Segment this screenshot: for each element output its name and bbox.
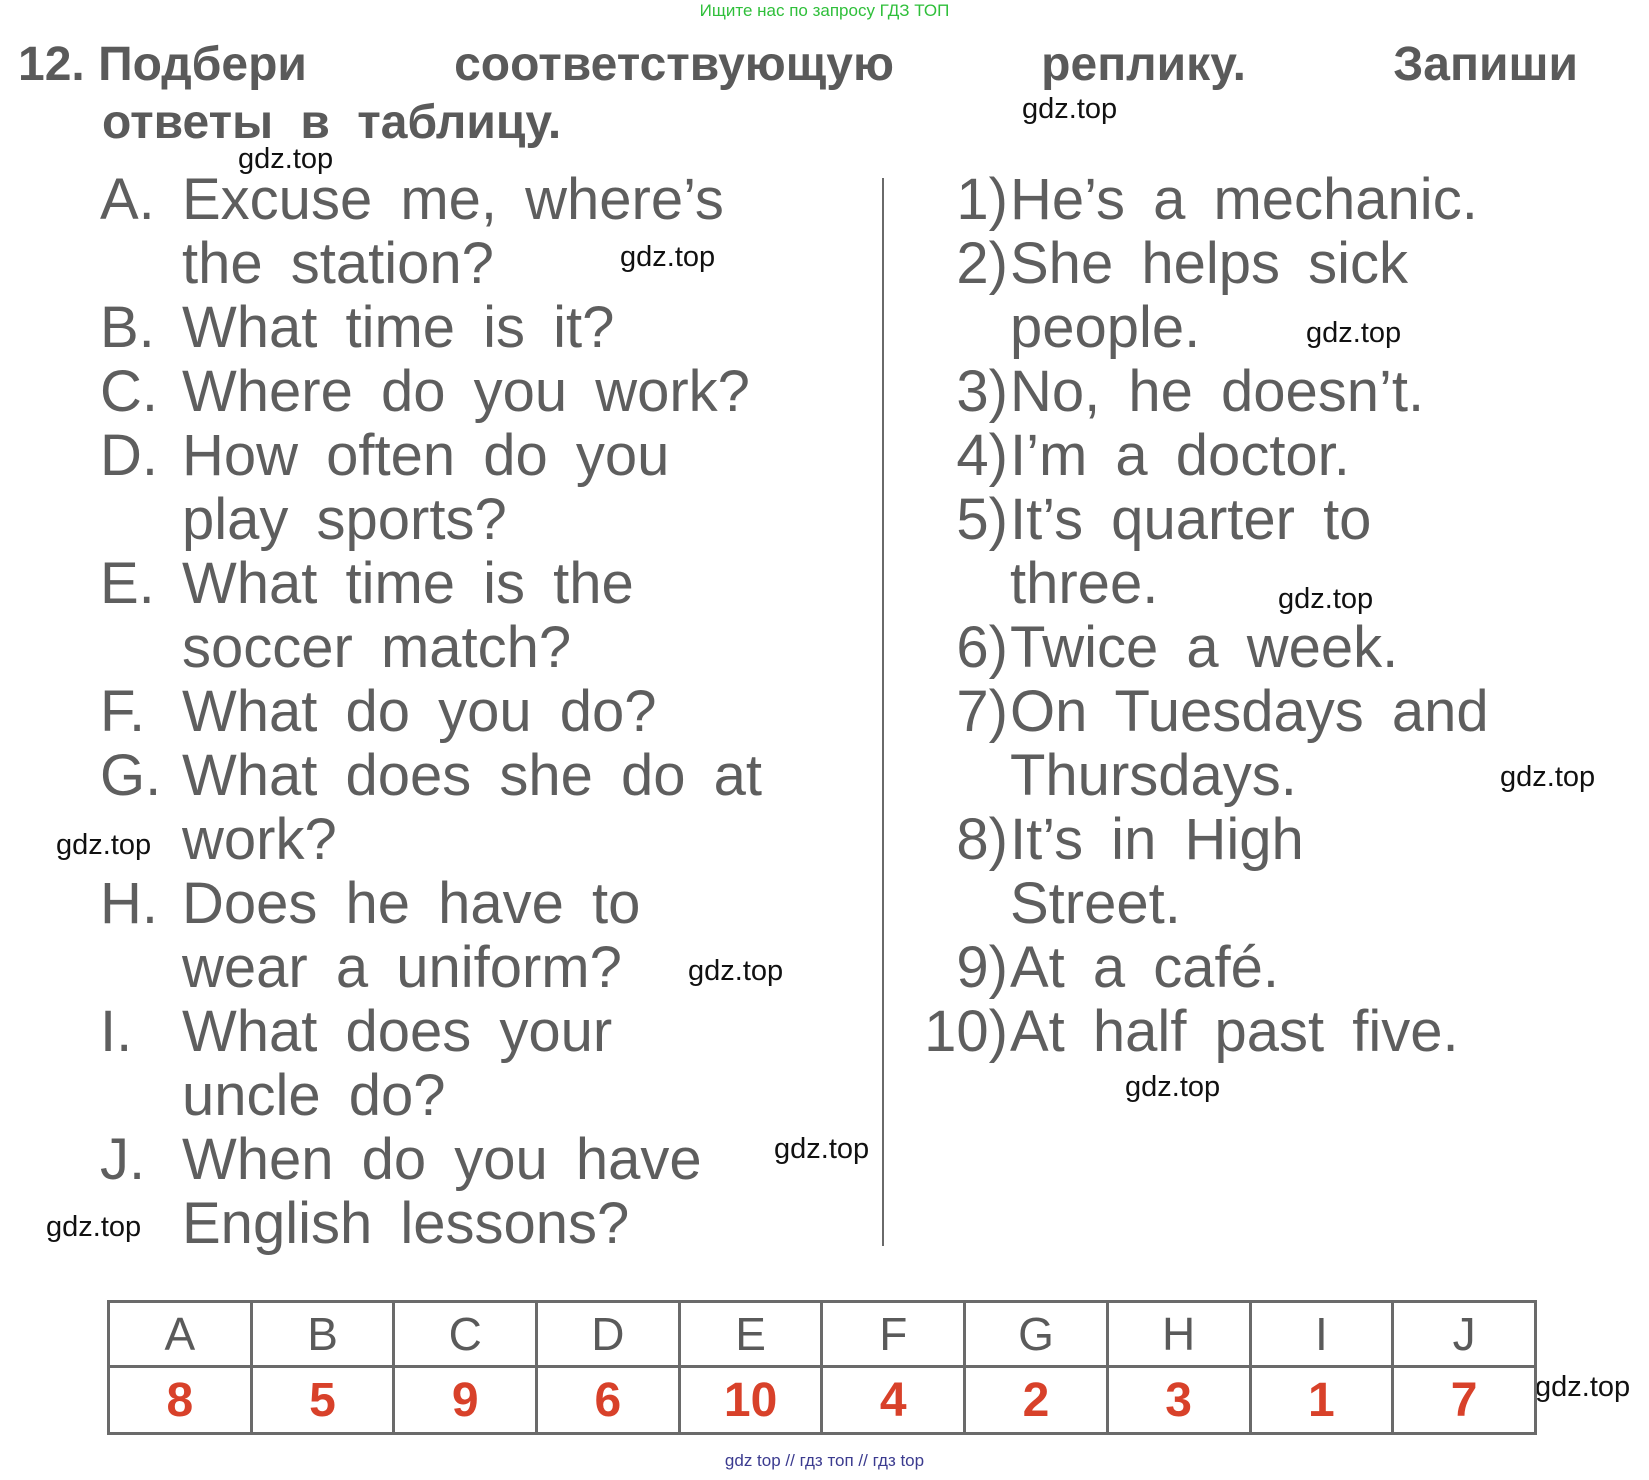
answer-cell: 2 — [965, 1367, 1108, 1434]
question-item — [100, 744, 870, 872]
footer-watermark: gdz top // гдз топ // гдз top — [724, 1451, 925, 1470]
task-number: 12. — [18, 38, 85, 91]
question-label: I. — [100, 999, 133, 1064]
answer-cell: 9 — [394, 1367, 537, 1434]
answer-line: On Tuesdays and — [1010, 679, 1489, 744]
watermark: gdz.top — [620, 241, 716, 273]
question-line: play sports? — [182, 487, 507, 552]
answer-line: He’s a mechanic. — [1010, 167, 1478, 232]
letter-cell: D — [537, 1302, 680, 1367]
question-label: D. — [100, 423, 158, 488]
question-label: G. — [100, 743, 162, 808]
answer-cell: 10 — [679, 1367, 822, 1434]
answer-table-letters-row — [109, 1302, 1536, 1367]
answer-line: At half past five. — [1010, 999, 1459, 1064]
answer-line: Thursdays. — [1010, 743, 1297, 808]
answer-item — [880, 232, 1610, 360]
answer-line: It’s in High — [1010, 807, 1304, 872]
answer-cell: 3 — [1107, 1367, 1250, 1434]
answer-label: 2) — [956, 231, 1008, 296]
watermark: gdz.top — [46, 1211, 142, 1243]
watermark: gdz.top — [1500, 761, 1596, 793]
answers-column — [880, 168, 1610, 1064]
letter-cell: F — [822, 1302, 965, 1367]
question-item — [100, 1000, 870, 1128]
task-word: реплику. — [1041, 38, 1247, 91]
letter-cell: H — [1107, 1302, 1250, 1367]
watermark: gdz.top — [1278, 583, 1374, 615]
answer-line: She helps sick — [1010, 231, 1408, 296]
question-item — [100, 168, 870, 296]
question-line: How often do you — [182, 423, 670, 488]
answer-label: 10) — [924, 999, 1008, 1064]
question-item — [100, 680, 870, 744]
question-item — [100, 296, 870, 360]
watermark: gdz.top — [1125, 1071, 1221, 1103]
question-line: soccer match? — [182, 615, 572, 680]
question-item — [100, 552, 870, 680]
answer-cell: 1 — [1250, 1367, 1393, 1434]
letter-cell: C — [394, 1302, 537, 1367]
question-label: A. — [100, 167, 155, 232]
answer-label: 3) — [956, 359, 1008, 424]
task-title-line2: ответы в таблицу. — [102, 96, 562, 149]
questions-column — [100, 168, 870, 1256]
answer-label: 4) — [956, 423, 1008, 488]
watermark: gdz.top — [1022, 93, 1118, 125]
answer-item — [880, 936, 1610, 1000]
answer-item — [880, 488, 1610, 616]
answer-item — [880, 616, 1610, 680]
task-title-line1 — [18, 36, 1578, 94]
answer-line: Street. — [1010, 871, 1181, 936]
watermark: gdz.top — [1306, 317, 1402, 349]
question-line: What time is it? — [182, 295, 615, 360]
question-label: H. — [100, 871, 158, 936]
letter-cell: A — [109, 1302, 252, 1367]
answer-label: 9) — [956, 935, 1008, 1000]
question-line: What does your — [182, 999, 613, 1064]
answer-line: No, he doesn’t. — [1010, 359, 1425, 424]
question-line: Where do you work? — [182, 359, 750, 424]
answer-label: 6) — [956, 615, 1008, 680]
answer-line: Twice a week. — [1010, 615, 1399, 680]
question-item — [100, 424, 870, 552]
task-word: Запиши — [1393, 38, 1578, 91]
watermark: gdz.top — [238, 143, 334, 175]
question-line: Excuse me, where’s — [182, 167, 724, 232]
answer-table-values-row — [109, 1367, 1536, 1434]
task-word: соответствующую — [454, 38, 894, 91]
question-label: B. — [100, 295, 155, 360]
question-item — [100, 1128, 870, 1256]
answer-line: people. — [1010, 295, 1201, 360]
answer-line: three. — [1010, 551, 1159, 616]
question-label: C. — [100, 359, 158, 424]
answer-item — [880, 360, 1610, 424]
answer-line: I’m a doctor. — [1010, 423, 1350, 488]
question-item — [100, 360, 870, 424]
letter-cell: B — [251, 1302, 394, 1367]
answer-cell: 6 — [537, 1367, 680, 1434]
question-line: the station? — [182, 231, 494, 296]
letter-cell: I — [1250, 1302, 1393, 1367]
answer-cell: 7 — [1393, 1367, 1536, 1434]
answer-item — [880, 424, 1610, 488]
answer-item — [880, 1000, 1610, 1064]
task-number-word: 12. Подбери — [18, 38, 307, 91]
watermark: gdz.top — [688, 955, 784, 987]
question-line: What do you do? — [182, 679, 657, 744]
answer-line: At a café. — [1010, 935, 1280, 1000]
question-line: When do you have — [182, 1127, 702, 1192]
answer-cell: 8 — [109, 1367, 252, 1434]
question-label: J. — [100, 1127, 146, 1192]
question-label: E. — [100, 551, 155, 616]
answer-table — [107, 1300, 1537, 1435]
letter-cell: G — [965, 1302, 1108, 1367]
question-line: work? — [182, 807, 337, 872]
watermark: gdz.top — [56, 829, 152, 861]
watermark: gdz.top — [1535, 1371, 1631, 1403]
answer-label: 7) — [956, 679, 1008, 744]
answer-label: 8) — [956, 807, 1008, 872]
task-title — [18, 36, 1578, 152]
answer-label: 5) — [956, 487, 1008, 552]
question-line: uncle do? — [182, 1063, 446, 1128]
question-label: F. — [100, 679, 146, 744]
answer-line: It’s quarter to — [1010, 487, 1372, 552]
question-line: Does he have to — [182, 871, 641, 936]
question-line: English lessons? — [182, 1191, 630, 1256]
letter-cell: E — [679, 1302, 822, 1367]
answer-item — [880, 168, 1610, 232]
question-line: wear a uniform? — [182, 935, 622, 1000]
answer-cell: 4 — [822, 1367, 965, 1434]
letter-cell: J — [1393, 1302, 1536, 1367]
answer-item — [880, 808, 1610, 936]
watermark: gdz.top — [774, 1133, 870, 1165]
answer-cell: 5 — [251, 1367, 394, 1434]
question-line: What does she do at — [182, 743, 762, 808]
question-line: What time is the — [182, 551, 634, 616]
top-banner: Ищите нас по запросу ГДЗ ТОП — [699, 1, 950, 20]
answer-label: 1) — [956, 167, 1008, 232]
